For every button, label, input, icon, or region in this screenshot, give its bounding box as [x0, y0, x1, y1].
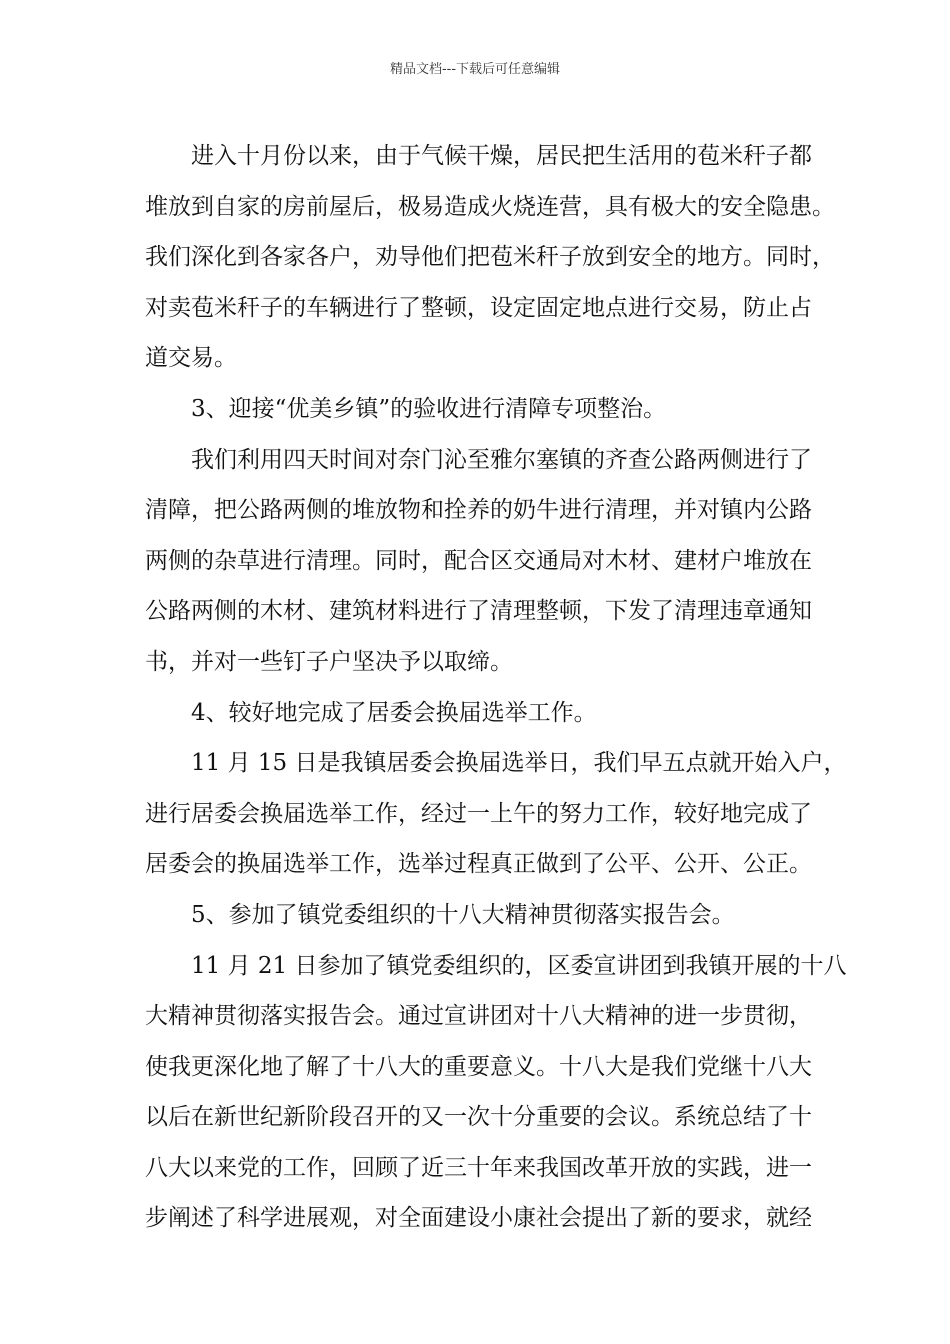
text-line: 堆放到自家的房前屋后，极易造成火烧连营，具有极大的安全隐患。: [145, 193, 835, 220]
text-line: 11 月 15 日是我镇居委会换届选举日，我们早五点就开始入户，: [191, 750, 847, 777]
text-line: 大精神贯彻落实报告会。通过宣讲团对十八大精神的进一步贯彻，: [145, 1003, 812, 1030]
text-line: 11 月 21 日参加了镇党委组织的，区委宣讲团到我镇开展的十八: [191, 952, 847, 979]
text-line: 步阐述了科学进展观，对全面建设小康社会提出了新的要求，就经: [145, 1205, 812, 1232]
text-line: 居委会的换届选举工作，选举过程真正做到了公平、公开、公正。: [145, 851, 812, 878]
text-line: 清障，把公路两侧的堆放物和拴养的奶牛进行清理，并对镇内公路: [145, 497, 812, 524]
page-header: 精品文档---下载后可任意编辑: [389, 62, 561, 77]
text-line: 两侧的杂草进行清理。同时，配合区交通局对木材、建材户堆放在: [145, 547, 812, 574]
text-line: 以后在新世纪新阶段召开的又一次十分重要的会议。系统总结了十: [145, 1104, 812, 1131]
body-text: [145, 131, 847, 1244]
text-line: 进行居委会换届选举工作，经过一上午的努力工作，较好地完成了: [145, 800, 812, 827]
text-line: 对卖苞米秆子的车辆进行了整顿，设定固定地点进行交易，防止占: [145, 294, 812, 321]
text-line: 5、参加了镇党委组织的十八大精神贯彻落实报告会。: [191, 901, 735, 928]
text-line: 书，并对一些钉子户坚决予以取缔。: [145, 648, 513, 675]
text-line: 进入十月份以来，由于气候干燥，居民把生活用的苞米秆子都: [191, 143, 812, 169]
text-line: 道交易。: [145, 345, 237, 372]
text-line: 使我更深化地了解了十八大的重要意义。十八大是我们党继十八大: [145, 1053, 812, 1080]
text-line: 我们利用四天时间对奈门沁至雅尔塞镇的齐查公路两侧进行了: [191, 446, 812, 473]
text-line: 4、较好地完成了居委会换届选举工作。: [191, 699, 597, 726]
text-line: 八大以来党的工作，回顾了近三十年来我国改革开放的实践，进一: [145, 1154, 812, 1181]
text-line: 公路两侧的木材、建筑材料进行了清理整顿，下发了清理违章通知: [145, 598, 812, 625]
text-line: 我们深化到各家各户，劝导他们把苞米秆子放到安全的地方。同时，: [145, 244, 835, 271]
text-line: 3、迎接“优美乡镇”的验收进行清障专项整治。: [191, 395, 667, 422]
